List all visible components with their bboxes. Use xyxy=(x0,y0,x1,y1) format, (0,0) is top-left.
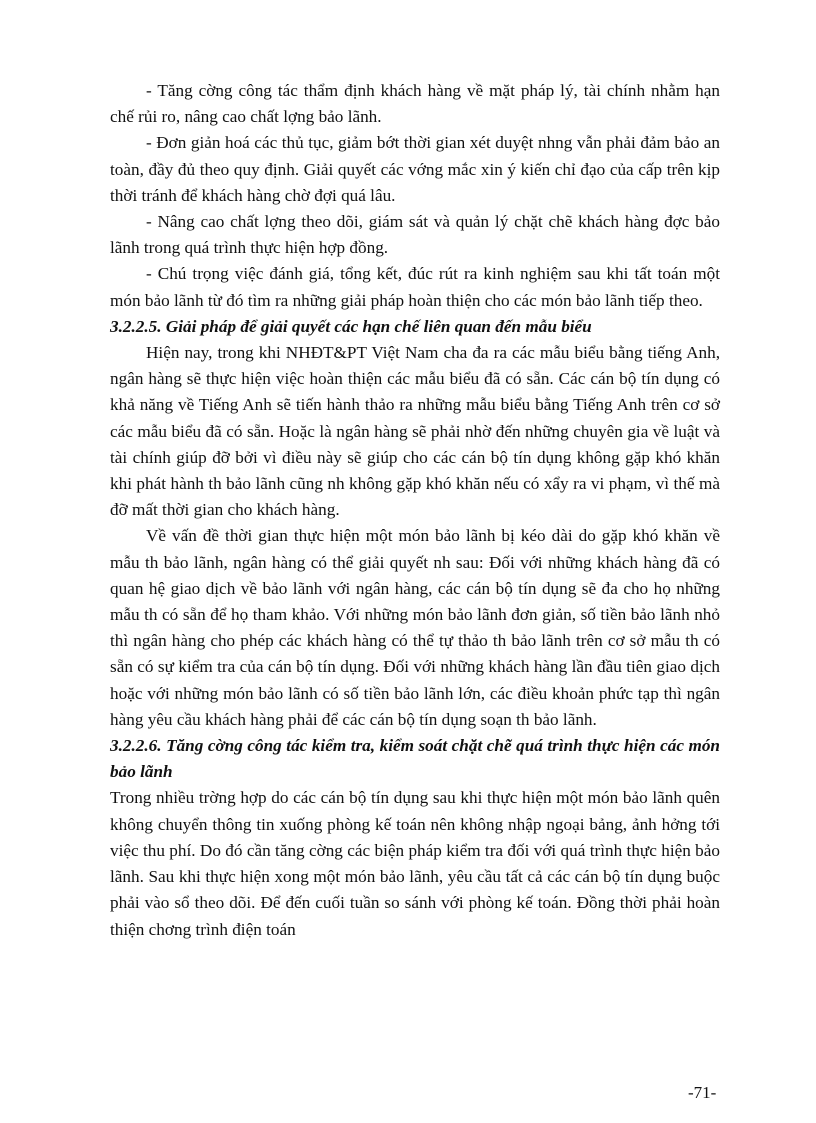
body-paragraph: Trong nhiều trờng hợp do các cán bộ tín dụng sau khi thực hiện một món bảo lãnh quên không chuyển thông tin xuống phòng kế toán nên không nhập ngoại bảng, ảnh hởng tới việc thu phí. Do đó cần tăng cờng các biện pháp kiểm tra đối với quá trình thực hiện bảo lãnh. Sau khi thực hiện xong một món bảo lãnh, yêu cầu tất cả các cán bộ tín dụng buộc phải vào sổ theo dõi. Để đến cuối tuần so sánh với phòng kế toán. Đồng thời phải hoàn thiện chơng trình điện toán xyxy=(110,788,720,939)
bullet-paragraph: - Tăng cờng công tác thẩm định khách hàng về mặt pháp lý, tài chính nhằm hạn chế rủi ro, nâng cao chất lợng bảo lãnh. xyxy=(110,81,720,127)
body-paragraph: Hiện nay, trong khi NHĐT&PT Việt Nam cha đa ra các mẫu biểu bằng tiếng Anh, ngân hàng sẽ thực hiện việc hoàn thiện các mẫu biểu đã có sẵn. Các cán bộ tín dụng có khả năng về Tiếng Anh sẽ tiến hành thảo ra những mẫu biểu bằng Tiếng Anh trên cơ sở các mẫu biểu đã có sẵn. Hoặc là ngân hàng sẽ phải nhờ đến những chuyên gia về luật và tài chính giúp đỡ bởi vì điều này sẽ giúp cho các cán bộ tín dụng không gặp khó khăn khi phát hành th bảo lãnh cũng nh không gặp khó khăn nếu có xẩy ra vi phạm, vì thế mà đỡ mất thời gian cho khách hàng. xyxy=(110,343,720,520)
bullet-paragraph: - Đơn giản hoá các thủ tục, giảm bớt thời gian xét duyệt nhng vẫn phải đảm bảo an toàn, đầy đủ theo quy định. Giải quyết các vớng mắc xin ý kiến chỉ đạo của cấp trên kịp thời tránh để khách hàng chờ đợi quá lâu. xyxy=(110,133,720,205)
page-number: -71- xyxy=(688,1083,717,1102)
bullet-paragraph: - Chú trọng việc đánh giá, tổng kết, đúc rút ra kinh nghiệm sau khi tất toán một món bảo lãnh từ đó tìm ra những giải pháp hoàn thiện cho các món bảo lãnh tiếp theo. xyxy=(110,264,720,310)
body-paragraph: Về vấn đề thời gian thực hiện một món bảo lãnh bị kéo dài do gặp khó khăn về mẫu th bảo lãnh, ngân hàng có thể giải quyết nh sau: Đối với những khách hàng đã có quan hệ giao dịch về bảo lãnh với ngân hàng, các cán bộ tín dụng sẽ đa cho họ những mẫu th có sẵn để họ tham khảo. Với những món bảo lãnh đơn giản, số tiền bảo lãnh nhỏ thì ngân hàng cho phép các khách hàng có thể tự thảo th bảo lãnh trên cơ sở mẫu th có sẵn có sự kiểm tra của cán bộ tín dụng. Đối với những khách hàng lần đầu tiên giao dịch hoặc với những món bảo lãnh có số tiền bảo lãnh lớn, các điều khoản phức tạp thì ngân hàng yêu cầu khách hàng phải để các cán bộ tín dụng soạn th bảo lãnh. xyxy=(110,526,720,729)
section-heading-3-2-2-6: 3.2.2.6. Tăng cờng công tác kiểm tra, kiểm soát chặt chẽ quá trình thực hiện các món bảo lãnh xyxy=(110,736,720,782)
page-body xyxy=(110,78,720,943)
bullet-paragraph: - Nâng cao chất lợng theo dõi, giám sát và quản lý chặt chẽ khách hàng đợc bảo lãnh trong quá trình thực hiện hợp đồng. xyxy=(110,212,720,258)
section-heading-3-2-2-5: 3.2.2.5. Giải pháp để giải quyết các hạn chế liên quan đến mẫu biểu xyxy=(110,316,592,336)
